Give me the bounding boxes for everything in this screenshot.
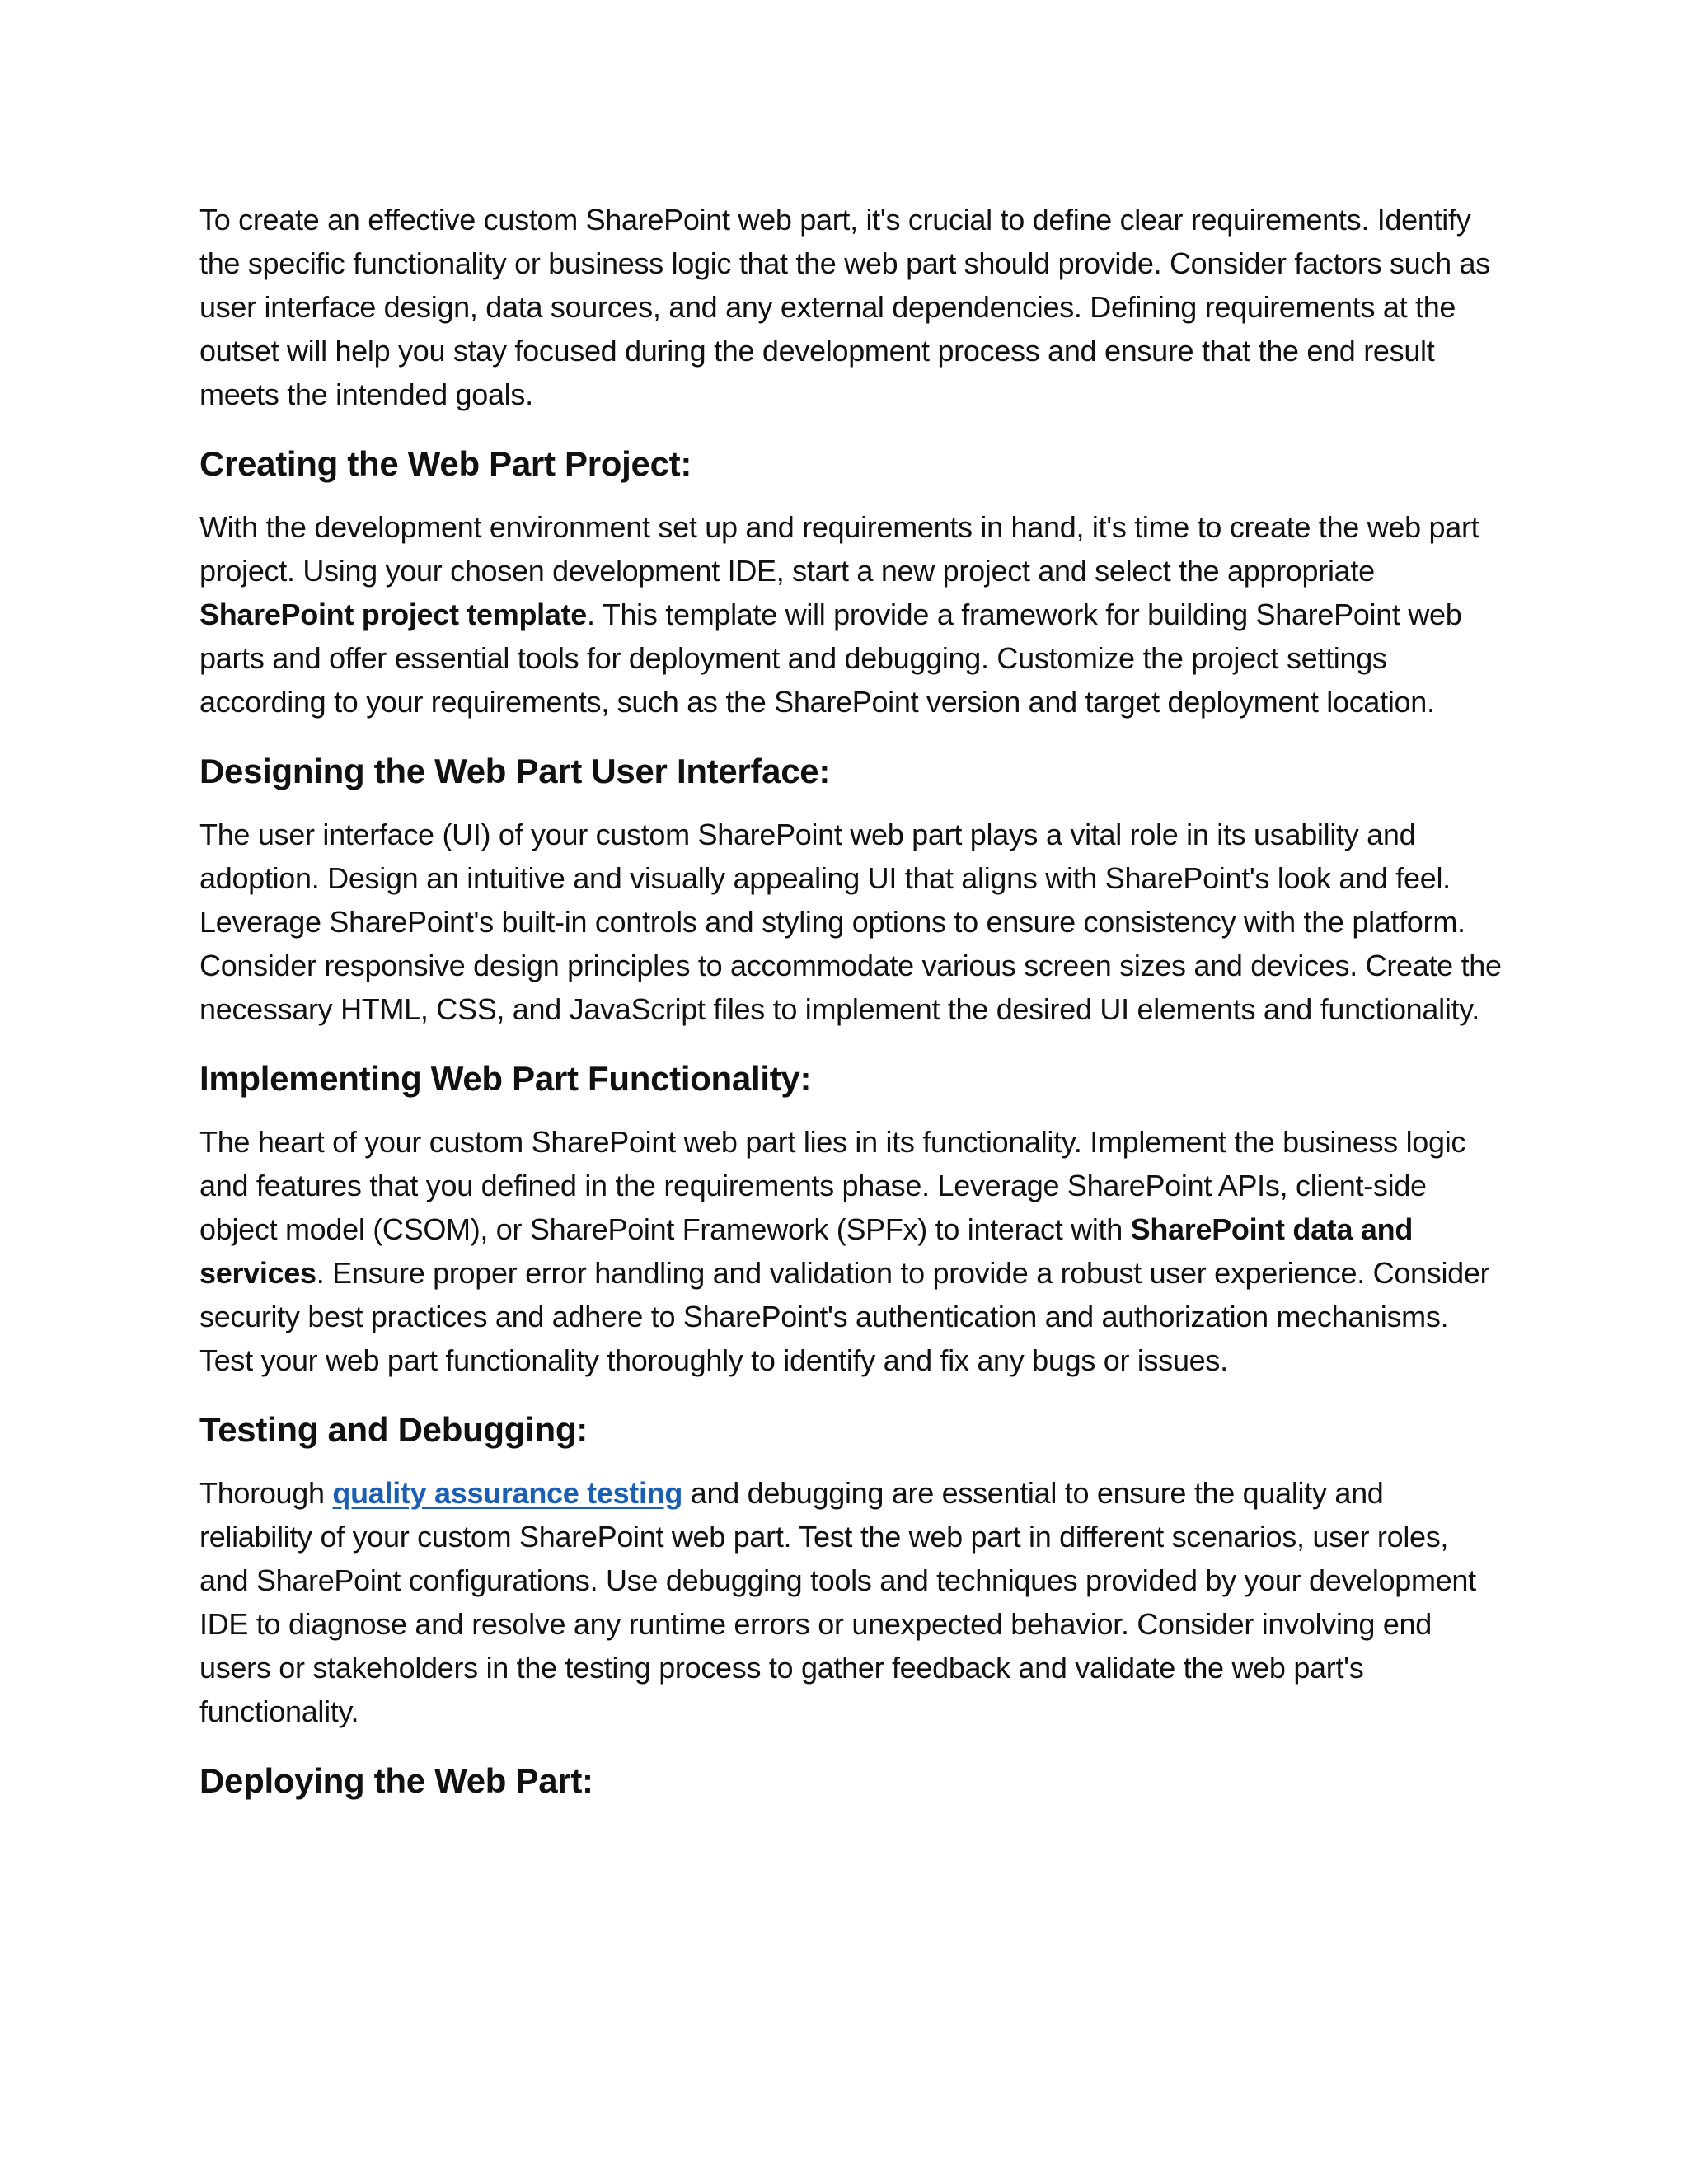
- quality-assurance-testing-link[interactable]: quality assurance testing: [332, 1476, 683, 1510]
- designing-text: The user interface (UI) of your custom SharePoint web part plays a vital role in its usability and adoption. Design an intuitive and visually appealing UI that aligns with SharePoint's look and feel. Leverage SharePoint's built-in controls and styling options to ensure consistency with the platform. Consider responsive design principles to accommodate various screen sizes and devices. Create the necessary HTML, CSS, and JavaScript files to implement the desired UI elements and functionality.: [199, 818, 1502, 1026]
- heading-deploying: Deploying the Web Part:: [199, 1761, 593, 1800]
- designing-ui-paragraph: [199, 813, 1502, 1031]
- heading-creating-project: Creating the Web Part Project:: [199, 444, 692, 483]
- implementing-text-1: The heart of your custom SharePoint web part lies in its functionality. Implement the business logic and features that you defined in the requirements phase. Leverage SharePoint APIs, client-side object model (CSOM), or SharePoint Framework (SPFx) to interact with: [199, 1125, 1466, 1246]
- intro-paragraph: [199, 198, 1502, 416]
- implementing-paragraph: [199, 1120, 1502, 1382]
- creating-text-1: With the development environment set up and requirements in hand, it's time to create the web part project. Using your chosen development IDE, start a new project and select the appropriate: [199, 510, 1479, 588]
- document-body: [199, 198, 1502, 1822]
- testing-text-2: and debugging are essential to ensure the quality and reliability of your custom SharePoint web part. Test the web part in different scenarios, user roles, and SharePoint configurations. Use debugging tools and techniques provided by your development IDE to diagnose and resolve any runtime errors or unexpected behavior. Consider involving end users or stakeholders in the testing process to gather feedback and validate the web part's functionality.: [199, 1476, 1476, 1728]
- implementing-text-2: . Ensure proper error handling and validation to provide a robust user experience. Consider security best practices and adhere to SharePoint's authentication and authorization mechanisms. Test your web part functionality thoroughly to identify and fix any bugs or issues.: [199, 1256, 1490, 1377]
- heading-testing-debugging: Testing and Debugging:: [199, 1410, 588, 1449]
- intro-text: To create an effective custom SharePoint web part, it's crucial to define clear requirements. Identify the specific functionality or business logic that the web part should provide. Consider factors such as user interface design, data sources, and any external dependencies. Defining requirements at the outset will help you stay focused during the development process and ensure that the end result meets the intended goals.: [199, 203, 1490, 411]
- creating-bold-template: SharePoint project template: [199, 598, 588, 631]
- heading-implementing-functionality: Implementing Web Part Functionality:: [199, 1059, 812, 1098]
- heading-designing-ui: Designing the Web Part User Interface:: [199, 752, 831, 790]
- creating-project-paragraph: [199, 505, 1502, 724]
- implementing-bold-data-services: SharePoint data and services: [199, 1212, 1414, 1290]
- testing-paragraph: [199, 1471, 1502, 1733]
- testing-text-1: Thorough: [199, 1476, 333, 1510]
- creating-text-2: . This template will provide a framework for building SharePoint web parts and offer essential tools for deployment and debugging. Customize the project settings according to your requirements, such as the SharePoint version and target deployment location.: [199, 598, 1462, 719]
